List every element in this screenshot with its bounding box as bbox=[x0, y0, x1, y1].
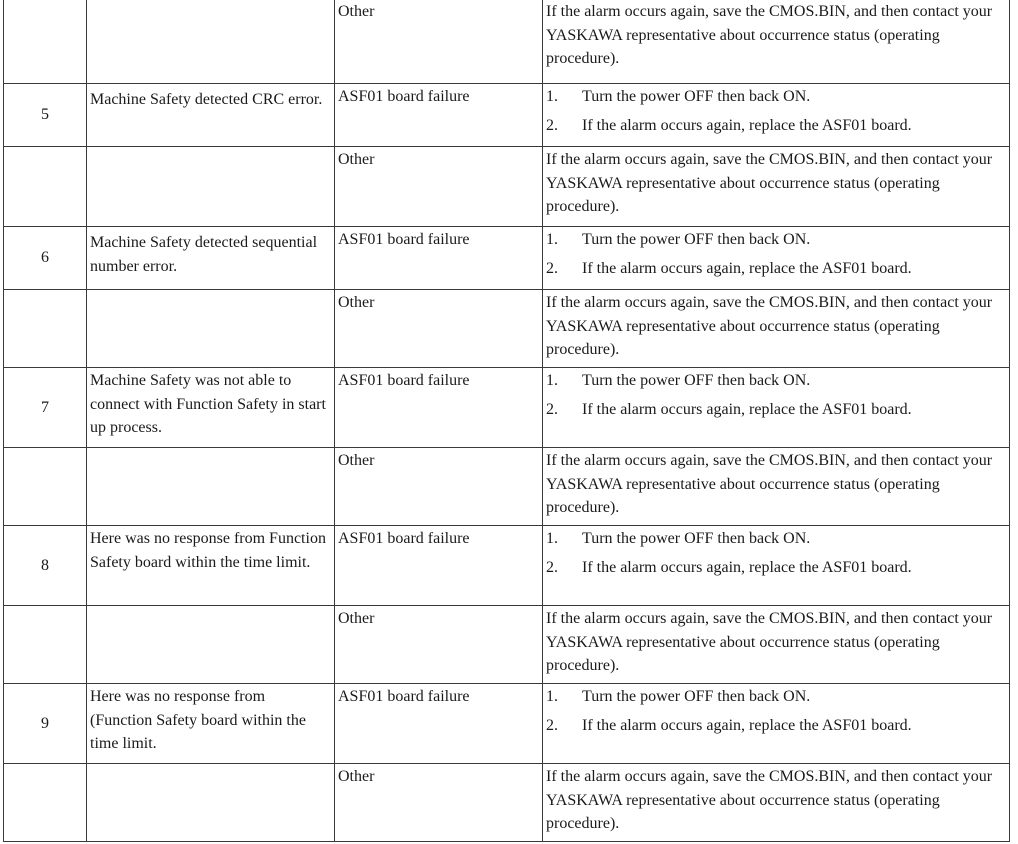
alarm-number-cell bbox=[4, 764, 87, 842]
table-row bbox=[4, 368, 1010, 448]
alarm-number-cell: 6 bbox=[4, 227, 87, 290]
remedy-step bbox=[546, 527, 1006, 556]
remedy-step bbox=[546, 228, 1006, 257]
step-text: Turn the power OFF then back ON. bbox=[582, 688, 811, 705]
step-text: If the alarm occurs again, replace the ASF01 board. bbox=[582, 717, 912, 734]
step-number: 1. bbox=[546, 231, 558, 248]
table-row bbox=[4, 448, 1010, 526]
remedy-steps bbox=[546, 228, 1006, 286]
table-row bbox=[4, 526, 1010, 606]
cause-cell: Other bbox=[335, 448, 543, 526]
alarm-description-cell bbox=[87, 0, 335, 84]
remedy-step bbox=[546, 257, 1006, 286]
alarm-description-cell bbox=[87, 290, 335, 368]
alarm-number-cell bbox=[4, 147, 87, 227]
remedy-cell bbox=[543, 368, 1010, 448]
cause-cell: Other bbox=[335, 0, 543, 84]
step-number: 1. bbox=[546, 530, 558, 547]
alarm-number-cell bbox=[4, 0, 87, 84]
remedy-step bbox=[546, 85, 1006, 114]
step-number: 2. bbox=[546, 260, 558, 277]
cause-cell: ASF01 board failure bbox=[335, 368, 543, 448]
step-text: Turn the power OFF then back ON. bbox=[582, 372, 811, 389]
step-number: 1. bbox=[546, 88, 558, 105]
alarm-number-cell bbox=[4, 606, 87, 684]
table-row bbox=[4, 147, 1010, 227]
step-text: If the alarm occurs again, replace the ASF01 board. bbox=[582, 401, 912, 418]
table-row bbox=[4, 290, 1010, 368]
table-row bbox=[4, 227, 1010, 290]
remedy-steps bbox=[546, 369, 1006, 427]
alarm-description-cell: Here was no response from (Function Safety board within the time limit. bbox=[87, 684, 335, 764]
remedy-step bbox=[546, 369, 1006, 398]
step-number: 1. bbox=[546, 688, 558, 705]
alarm-number-cell: 8 bbox=[4, 526, 87, 606]
cause-cell: Other bbox=[335, 606, 543, 684]
cause-cell: ASF01 board failure bbox=[335, 684, 543, 764]
step-text: Turn the power OFF then back ON. bbox=[582, 530, 811, 547]
remedy-cell: If the alarm occurs again, save the CMOS.BIN, and then contact your YASKAWA representative about occurrence status (operating procedure). bbox=[543, 147, 1010, 227]
alarm-description-cell: Machine Safety was not able to connect with Function Safety in start up process. bbox=[87, 368, 335, 448]
remedy-step bbox=[546, 398, 1006, 427]
alarm-description-cell bbox=[87, 448, 335, 526]
alarm-description-cell: Machine Safety detected CRC error. bbox=[87, 84, 335, 147]
remedy-step bbox=[546, 114, 1006, 143]
step-text: If the alarm occurs again, replace the ASF01 board. bbox=[582, 559, 912, 576]
table-row bbox=[4, 764, 1010, 842]
alarm-table bbox=[3, 0, 1010, 842]
table-row bbox=[4, 0, 1010, 84]
alarm-description-cell bbox=[87, 147, 335, 227]
alarm-description-cell bbox=[87, 764, 335, 842]
cause-cell: Other bbox=[335, 147, 543, 227]
cause-cell: Other bbox=[335, 290, 543, 368]
alarm-description-cell: Machine Safety detected sequential number error. bbox=[87, 227, 335, 290]
table-row bbox=[4, 84, 1010, 147]
table-row bbox=[4, 684, 1010, 764]
remedy-cell bbox=[543, 684, 1010, 764]
remedy-cell bbox=[543, 84, 1010, 147]
cause-cell: Other bbox=[335, 764, 543, 842]
remedy-cell: If the alarm occurs again, save the CMOS.BIN, and then contact your YASKAWA representative about occurrence status (operating procedure). bbox=[543, 0, 1010, 84]
cause-cell: ASF01 board failure bbox=[335, 84, 543, 147]
cause-cell: ASF01 board failure bbox=[335, 526, 543, 606]
remedy-steps bbox=[546, 685, 1006, 743]
step-number: 2. bbox=[546, 559, 558, 576]
alarm-description-cell bbox=[87, 606, 335, 684]
step-number: 2. bbox=[546, 117, 558, 134]
step-number: 2. bbox=[546, 717, 558, 734]
step-number: 2. bbox=[546, 401, 558, 418]
alarm-number-cell: 5 bbox=[4, 84, 87, 147]
remedy-cell: If the alarm occurs again, save the CMOS.BIN, and then contact your YASKAWA representative about occurrence status (operating procedure). bbox=[543, 606, 1010, 684]
step-number: 1. bbox=[546, 372, 558, 389]
table-row bbox=[4, 606, 1010, 684]
remedy-cell bbox=[543, 526, 1010, 606]
alarm-number-cell: 7 bbox=[4, 368, 87, 448]
step-text: Turn the power OFF then back ON. bbox=[582, 88, 811, 105]
remedy-step bbox=[546, 714, 1006, 743]
step-text: If the alarm occurs again, replace the ASF01 board. bbox=[582, 260, 912, 277]
alarm-number-cell bbox=[4, 448, 87, 526]
remedy-steps bbox=[546, 85, 1006, 143]
alarm-description-cell: Here was no response from Function Safety board within the time limit. bbox=[87, 526, 335, 606]
alarm-number-cell bbox=[4, 290, 87, 368]
remedy-cell: If the alarm occurs again, save the CMOS.BIN, and then contact your YASKAWA representative about occurrence status (operating procedure). bbox=[543, 290, 1010, 368]
remedy-cell: If the alarm occurs again, save the CMOS.BIN, and then contact your YASKAWA representative about occurrence status (operating procedure). bbox=[543, 764, 1010, 842]
cause-cell: ASF01 board failure bbox=[335, 227, 543, 290]
remedy-cell bbox=[543, 227, 1010, 290]
remedy-cell: If the alarm occurs again, save the CMOS.BIN, and then contact your YASKAWA representative about occurrence status (operating procedure). bbox=[543, 448, 1010, 526]
step-text: Turn the power OFF then back ON. bbox=[582, 231, 811, 248]
step-text: If the alarm occurs again, replace the ASF01 board. bbox=[582, 117, 912, 134]
remedy-step bbox=[546, 556, 1006, 585]
remedy-step bbox=[546, 685, 1006, 714]
alarm-number-cell: 9 bbox=[4, 684, 87, 764]
remedy-steps bbox=[546, 527, 1006, 585]
